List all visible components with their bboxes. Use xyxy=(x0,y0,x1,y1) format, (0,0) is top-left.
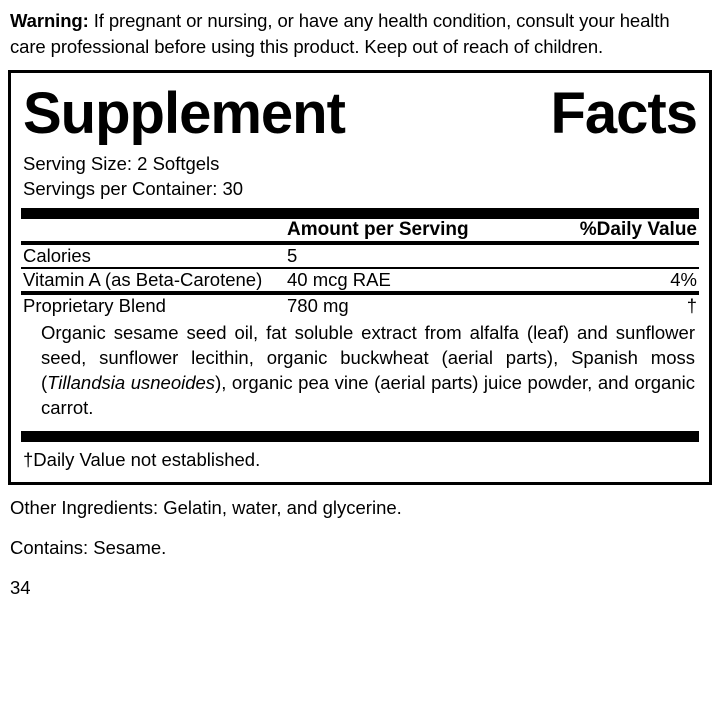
row-amount-proprietary-blend: 780 mg xyxy=(287,295,349,316)
proprietary-blend-description xyxy=(21,317,699,424)
title-word-supplement: Supplement xyxy=(23,81,345,146)
supplement-facts-title xyxy=(21,79,699,151)
proprietary-blend-table xyxy=(21,295,699,317)
column-header-amount: Amount per Serving xyxy=(287,219,469,240)
table-row xyxy=(21,269,699,291)
blend-description-italic: Tillandsia usneoides xyxy=(47,372,216,393)
page-number: 34 xyxy=(10,577,31,598)
row-name-vitamin-a: Vitamin A (as Beta-Carotene) xyxy=(23,269,263,290)
row-amount-vitamin-a: 40 mcg RAE xyxy=(287,269,391,290)
table-header-row xyxy=(21,219,699,241)
warning-label: Warning: xyxy=(10,10,89,31)
below-panel-text xyxy=(8,485,712,561)
servings-per-container-line: Servings per Container: 30 xyxy=(23,178,244,199)
column-header-nutrient xyxy=(21,219,287,241)
contains-line: Contains: Sesame. xyxy=(10,537,167,558)
blend-description-part2: ), organic pea vine (aerial parts) juice powder, and organic carrot. xyxy=(41,372,695,418)
table-row xyxy=(21,295,699,317)
nutrition-table xyxy=(21,219,699,241)
supplement-facts-panel xyxy=(8,70,712,485)
panel-rule-thick-bottom xyxy=(21,431,699,442)
warning-text: If pregnant or nursing, or have any health condition, consult your health care professional before using this product. Keep out of reach of children. xyxy=(10,10,670,57)
warning-paragraph xyxy=(8,0,712,66)
nutrition-rows xyxy=(21,245,699,291)
row-name-proprietary-blend: Proprietary Blend xyxy=(23,295,166,316)
title-word-facts: Facts xyxy=(550,81,697,146)
column-header-daily-value: %Daily Value xyxy=(579,219,697,240)
row-dv-vitamin-a: 4% xyxy=(670,269,697,290)
other-ingredients-line: Other Ingredients: Gelatin, water, and glycerine. xyxy=(10,497,402,518)
daily-value-footnote: †Daily Value not established. xyxy=(23,449,261,470)
serving-size-line: Serving Size: 2 Softgels xyxy=(23,153,220,174)
row-dv-proprietary-blend: † xyxy=(686,295,697,316)
panel-rule-thick-top xyxy=(21,208,699,219)
row-amount-calories: 5 xyxy=(287,245,298,266)
blend-description-part1: Organic sesame seed oil, fat soluble extract from alfalfa (leaf) and sunflower seed, sunflower lecithin, organic buckwheat (aerial parts), Spanish moss ( xyxy=(41,322,695,393)
table-row xyxy=(21,245,699,267)
row-name-calories: Calories xyxy=(23,245,91,266)
row-dv-calories xyxy=(515,245,699,267)
